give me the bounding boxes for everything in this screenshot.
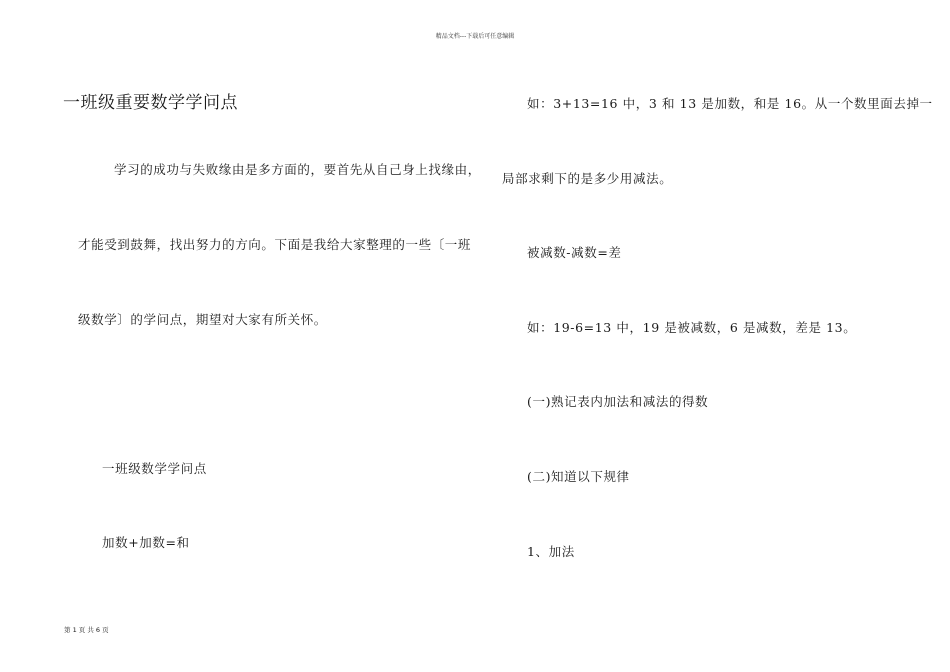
page-header: 精品文档---下载后可任意编辑 — [435, 33, 515, 40]
formula-subtraction: 被减数-减数=差 — [527, 245, 622, 260]
document-title: 一班级重要数学学问点 — [63, 93, 238, 113]
section-heading: 一班级数学学问点 — [102, 461, 207, 476]
page-number: 第 1 页 共 6 页 — [64, 626, 109, 634]
formula-addition: 加数+加数=和 — [102, 535, 190, 550]
right-line-4: 如：19-6=13 中，19 是被减数，6 是减数，差是 13。 — [527, 320, 857, 335]
paragraph-line-2: 才能受到鼓舞，找出努力的方向。下面是我给大家整理的一些〔一班 — [78, 237, 472, 252]
list-item-2: (二)知道以下规律 — [527, 469, 630, 484]
paragraph-line-1: 学习的成功与失败缘由是多方面的，要首先从自己身上找缘由， — [114, 162, 481, 177]
sub-heading-addition: 1、加法 — [527, 544, 575, 559]
right-line-1: 如：3+13=16 中，3 和 13 是加数，和是 16。从一个数里面去掉一 — [527, 96, 933, 111]
right-line-2: 局部求剩下的是多少用减法。 — [502, 171, 673, 186]
paragraph-line-3: 级数学〕的学问点，期望对大家有所关怀。 — [78, 312, 327, 327]
list-item-1: (一)熟记表内加法和减法的得数 — [527, 394, 709, 409]
